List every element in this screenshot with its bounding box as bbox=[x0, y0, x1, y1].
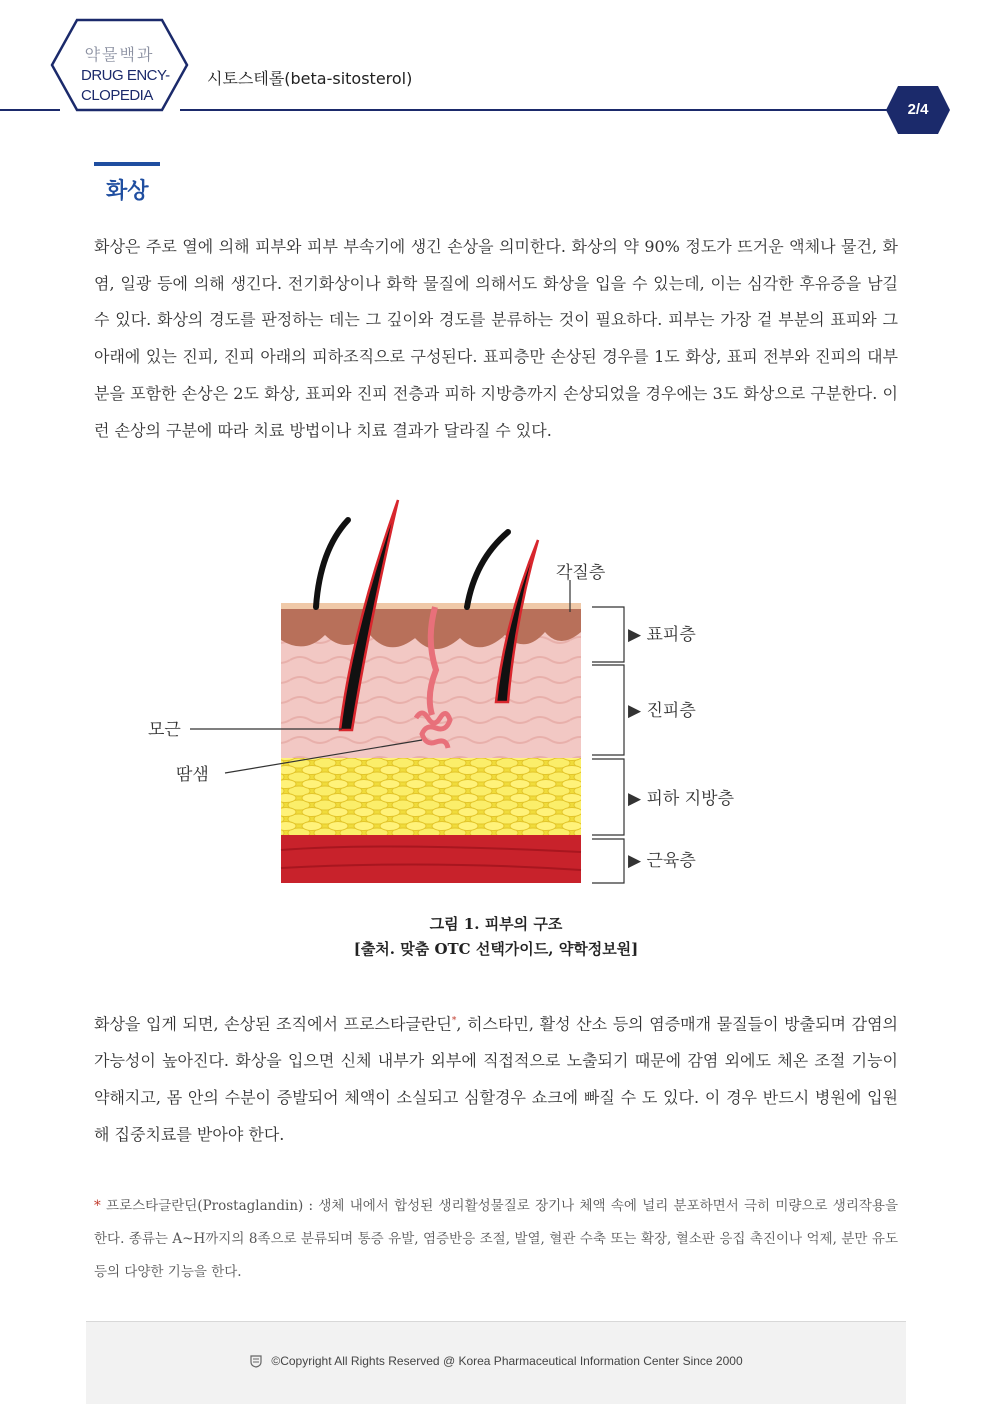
label-dermis: ▶ 진피층 bbox=[628, 701, 696, 721]
figure-caption: 그림 1. 피부의 구조 bbox=[429, 915, 563, 933]
logo-line1: DRUG ENCY- bbox=[81, 67, 170, 84]
kpic-emblem-icon bbox=[249, 1354, 263, 1368]
page-footer bbox=[86, 1321, 906, 1404]
body-paragraph-2 bbox=[94, 1003, 898, 1153]
label-subcutaneous: ▶ 피하 지방층 bbox=[628, 789, 734, 809]
logo-english bbox=[81, 66, 170, 106]
footer-copyright: ©Copyright All Rights Reserved @ Korea Pharmaceutical Information Center Since 2000 bbox=[271, 1354, 743, 1368]
body-paragraph-1: 화상은 주로 열에 의해 피부와 피부 부속기에 생긴 손상을 의미한다. 화상의 약 90% 정도가 뜨거운 액체나 물건, 화염, 일광 등에 의해 생긴다. 전기화상이나 화학 물질에 의해서도 화상을 입을 수 있는데, 이는 심각한 후유증을 남길 수 있다. 화상의 경도를 판정하는 데는 그 깊이와 경도를 분류하는 것이 필요하다. 피부는 가장 겉 부분의 표피와 그 아래에 있는 진피, 진피 아래의 피하조직으로 구성된다. 표피층만 손상된 경우를 1도 화상, 표피 전부와 진피의 대부분을 포함한 손상은 2도 화상, 표피와 진피 전층과 피하 지방층까지 손상되었을 경우에는 3도 화상으로 구분한다. 이런 손상의 구분에 따라 치료 방법이나 치료 결과가 달라질 수 있다. bbox=[94, 237, 898, 440]
figure-source: [출처. 맞춤 OTC 선택가이드, 약학정보원] bbox=[353, 940, 639, 958]
footnote bbox=[94, 1190, 898, 1289]
label-stratum-corneum: 각질층 bbox=[556, 563, 606, 583]
label-muscle: ▶ 근육층 bbox=[628, 851, 696, 871]
document-title: 시토스테롤(beta-sitosterol) bbox=[207, 69, 413, 88]
logo-korean: 약물백과 bbox=[84, 45, 155, 64]
footnote-star: * bbox=[94, 1198, 101, 1214]
skin-diagram bbox=[130, 490, 750, 900]
label-epidermis: ▶ 표피층 bbox=[628, 625, 696, 645]
stratum-corneum bbox=[281, 603, 581, 609]
section-title-bar bbox=[94, 162, 160, 166]
footer-content bbox=[86, 1354, 906, 1368]
logo-line2: CLOPEDIA bbox=[81, 87, 153, 104]
skin-structure-figure bbox=[130, 490, 750, 900]
label-sweat-gland: 땀샘 bbox=[176, 765, 209, 785]
page-header bbox=[0, 0, 992, 140]
section-title: 화상 bbox=[106, 179, 149, 204]
muscle-layer bbox=[281, 835, 581, 883]
paragraph2-part1: 화상을 입게 되면, 손상된 조직에서 프로스타글란딘 bbox=[94, 1014, 452, 1034]
paragraph2-part2: , 히스타민, 활성 산소 등의 염증매개 물질들이 방출되며 감염의 가능성이 높아진다. 화상을 입으면 신체 내부가 외부에 직접적으로 노출되기 때문에 감염 외에도 체온 조절 기능이 약해지고, 몸 안의 수분이 증발되어 체액이 소실되고 심할경우 쇼크에 빠질 수 도 있다. 이 경우 반드시 병원에 입원해 집중치료를 받아야 한다. bbox=[94, 1014, 898, 1145]
logo bbox=[52, 22, 187, 112]
label-hair-root: 모근 bbox=[148, 720, 181, 740]
footnote-marker: * bbox=[451, 1016, 457, 1026]
page-number: 2/4 bbox=[907, 101, 929, 118]
footnote-text: 프로스타글란딘(Prostaglandin) : 생체 내에서 합성된 생리활성물질로 장기나 체액 속에 널리 분포하면서 극히 미량으로 생리작용을 한다. 종류는 A~H까지의 8족으로 분류되며 통증 유발, 염증반응 조절, 발열, 혈관 수축 또는 확장, 혈소판 응집 촉진이나 억제, 분만 유도 등의 다양한 기능을 한다. bbox=[94, 1198, 899, 1280]
